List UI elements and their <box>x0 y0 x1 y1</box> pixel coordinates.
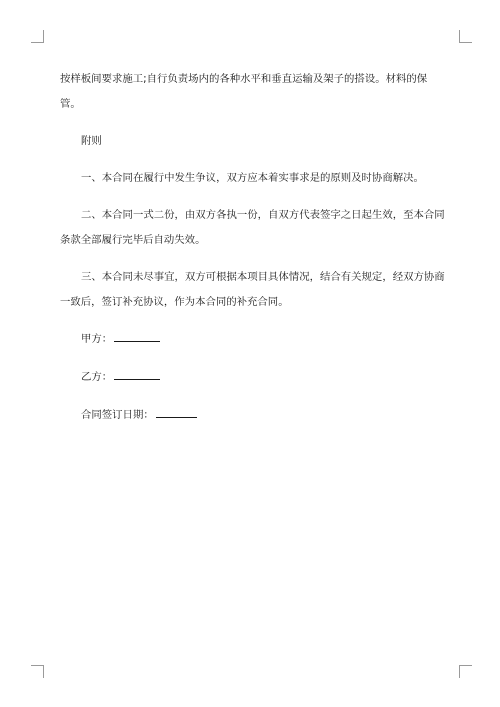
clause-2-copies: 二、本合同一式二份，由双方各执一份，自双方代表签字之日起生效，至本合同条款全部履行完毕后自动失效。 <box>60 209 445 246</box>
sign-date-blank <box>156 406 197 418</box>
crop-mark-top-right <box>459 30 472 43</box>
paragraph-construction-note: 按样板间要求施工;自行负责场内的各种水平和垂直运输及架子的搭设。材料的保管。 <box>60 73 428 110</box>
crop-mark-bottom-right <box>459 665 472 678</box>
sign-date <box>60 403 445 428</box>
party-a-blank <box>114 330 160 342</box>
clause-1-dispute: 一、本合同在履行中发生争议，双方应本着实事求是的原则及时协商解决。 <box>81 172 424 184</box>
crop-mark-bottom-left <box>31 665 44 678</box>
party-b-label: 乙方： <box>81 371 113 383</box>
section-heading-appendix: 附则 <box>81 135 102 147</box>
clause-3-supplement: 三、本合同未尽事宜，双方可根据本项目具体情况，结合有关规定，经双方协商一致后，签订补充协议，作为本合同的补充合同。 <box>60 271 445 308</box>
document-body <box>60 67 445 441</box>
party-a-label: 甲方： <box>81 333 113 345</box>
party-b-blank <box>114 368 160 380</box>
crop-mark-top-left <box>31 30 44 43</box>
party-b-signature <box>60 365 445 390</box>
sign-date-label: 合同签订日期： <box>81 409 154 421</box>
party-a-signature <box>60 327 445 352</box>
